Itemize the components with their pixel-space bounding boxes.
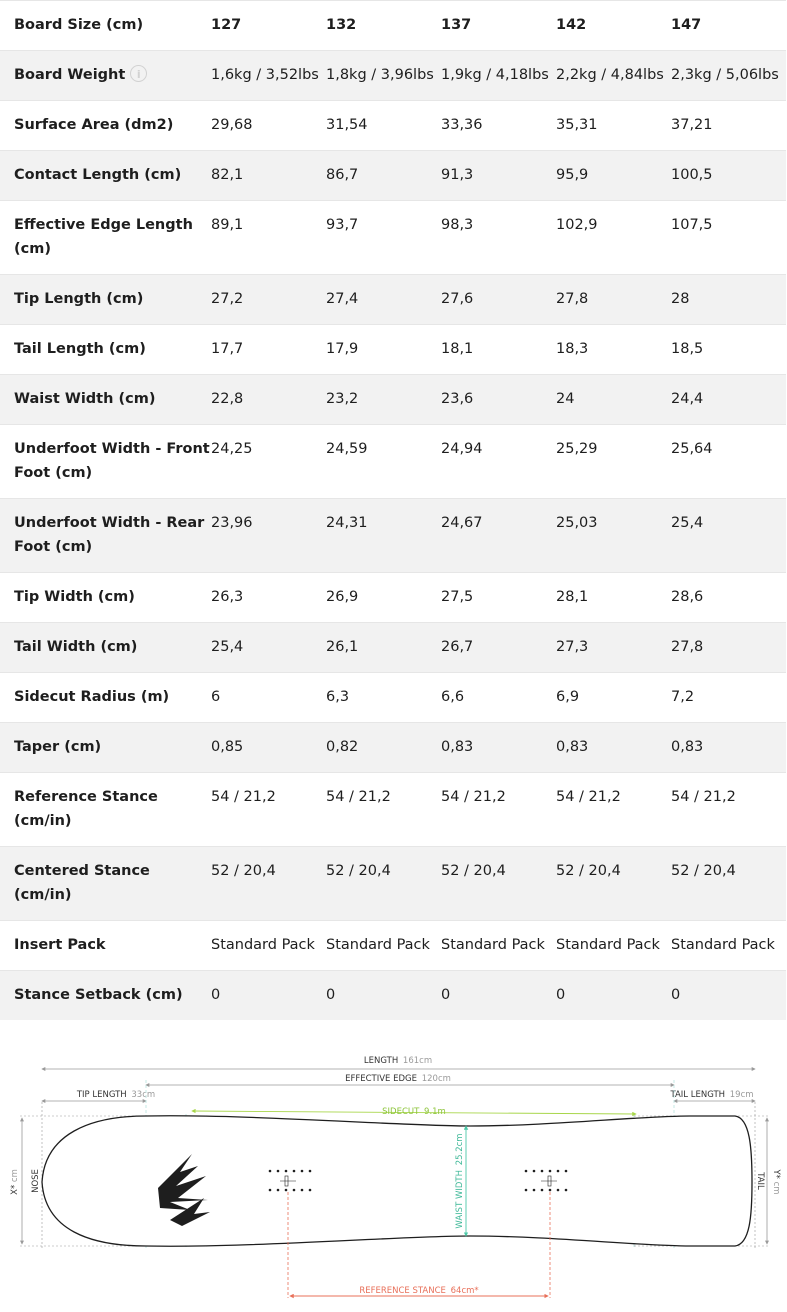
info-icon[interactable]: i [130, 65, 147, 82]
spec-row [0, 623, 786, 673]
spec-value: 24,31 [326, 499, 441, 573]
spec-value: Standard Pack [671, 921, 786, 971]
spec-label [0, 847, 211, 921]
length-dimension [42, 1056, 755, 1069]
spec-label-text: Board Weight [14, 67, 126, 83]
spec-value: 6,9 [556, 673, 671, 723]
spec-value: 28,1 [556, 573, 671, 623]
spec-row [0, 51, 786, 101]
spec-label-text: Tail Length (cm) [14, 341, 146, 357]
spec-value: 22,8 [211, 375, 326, 425]
spec-label-text: Reference Stance (cm/in) [14, 789, 158, 829]
size-132: 132 [326, 1, 441, 51]
size-142: 142 [556, 1, 671, 51]
spec-value: Standard Pack [556, 921, 671, 971]
size-147: 147 [671, 1, 786, 51]
spec-value: 0 [211, 971, 326, 1021]
spec-value: Standard Pack [326, 921, 441, 971]
spec-label [0, 623, 211, 673]
spec-value: 28 [671, 275, 786, 325]
spec-value: 86,7 [326, 151, 441, 201]
header-label: Board Size (cm) [0, 1, 211, 51]
size-127: 127 [211, 1, 326, 51]
spec-label-text: Sidecut Radius (m) [14, 689, 170, 705]
spec-value: 2,2kg / 4,84lbs [556, 51, 671, 101]
spec-row [0, 971, 786, 1021]
spec-value: 82,1 [211, 151, 326, 201]
spec-label [0, 101, 211, 151]
spec-value: 24,59 [326, 425, 441, 499]
spec-value: 27,4 [326, 275, 441, 325]
spec-label [0, 971, 211, 1021]
spec-value: 27,5 [441, 573, 556, 623]
spec-label [0, 723, 211, 773]
spec-value: 6,6 [441, 673, 556, 723]
spec-value: 25,64 [671, 425, 786, 499]
spec-label-text: Taper (cm) [14, 739, 102, 755]
spec-label [0, 275, 211, 325]
tip-length-label: TIP LENGTH [76, 1090, 127, 1100]
spec-row [0, 723, 786, 773]
spec-value: 17,7 [211, 325, 326, 375]
spec-value: 25,29 [556, 425, 671, 499]
spec-label [0, 151, 211, 201]
spec-value: Standard Pack [211, 921, 326, 971]
spec-label-text: Stance Setback (cm) [14, 987, 183, 1003]
spec-value: 33,36 [441, 101, 556, 151]
spec-label [0, 773, 211, 847]
tail-length-value: 19cm [729, 1090, 754, 1100]
board-outline [42, 1116, 752, 1246]
spec-value: 23,2 [326, 375, 441, 425]
spec-row [0, 201, 786, 275]
spec-value: 26,3 [211, 573, 326, 623]
spec-value: 54 / 21,2 [441, 773, 556, 847]
svg-text:WAIST WIDTH 25.2cm [455, 1133, 465, 1228]
spec-row [0, 499, 786, 573]
spec-value: 25,4 [671, 499, 786, 573]
spec-value: 100,5 [671, 151, 786, 201]
length-label: LENGTH [363, 1056, 399, 1066]
spec-value: 23,96 [211, 499, 326, 573]
spec-value: 24,4 [671, 375, 786, 425]
spec-value: 17,9 [326, 325, 441, 375]
spec-value: 6,3 [326, 673, 441, 723]
sidecut-label: SIDECUT [382, 1107, 420, 1117]
spec-label [0, 425, 211, 499]
spec-value: 0,83 [671, 723, 786, 773]
spec-label [0, 201, 211, 275]
y-dim-label: Y* [771, 1169, 781, 1179]
spec-label-text: Underfoot Width - Rear Foot (cm) [14, 515, 205, 555]
svg-text:Y* cm [771, 1168, 781, 1194]
spec-value: 54 / 21,2 [556, 773, 671, 847]
spec-row [0, 151, 786, 201]
tail-label: TAIL [755, 1172, 765, 1190]
spec-value: 0,83 [556, 723, 671, 773]
spec-value: 98,3 [441, 201, 556, 275]
spec-value: 27,6 [441, 275, 556, 325]
spec-value: 89,1 [211, 201, 326, 275]
spec-row [0, 101, 786, 151]
spec-row [0, 773, 786, 847]
spec-label-text: Surface Area (dm2) [14, 117, 174, 133]
spec-row [0, 847, 786, 921]
spec-value: 35,31 [556, 101, 671, 151]
spec-value: 18,5 [671, 325, 786, 375]
spec-label-text: Effective Edge Length (cm) [14, 217, 193, 257]
spec-value: 107,5 [671, 201, 786, 275]
spec-value: 26,7 [441, 623, 556, 673]
spec-value: 24,25 [211, 425, 326, 499]
tail-length-dimension [669, 1090, 755, 1101]
spec-value: 27,8 [671, 623, 786, 673]
spec-label [0, 921, 211, 971]
spec-value: 52 / 20,4 [671, 847, 786, 921]
spec-value: 95,9 [556, 151, 671, 201]
spec-label [0, 499, 211, 573]
spec-value: 0,85 [211, 723, 326, 773]
spec-value: 26,9 [326, 573, 441, 623]
waist-width-label: WAIST WIDTH [455, 1170, 465, 1229]
spec-value: 0 [441, 971, 556, 1021]
spec-label-text: Waist Width (cm) [14, 391, 156, 407]
spec-value: 1,8kg / 3,96lbs [326, 51, 441, 101]
spec-row [0, 673, 786, 723]
spec-value: 1,6kg / 3,52lbs [211, 51, 326, 101]
spec-value: 6 [211, 673, 326, 723]
sidecut-value: 9.1m [424, 1107, 446, 1117]
board-diagram [0, 1040, 787, 1312]
effective-edge-label: EFFECTIVE EDGE [345, 1074, 418, 1084]
spec-value: 24,67 [441, 499, 556, 573]
svg-text:TAIL LENGTH 19cm [669, 1090, 753, 1100]
spec-value: 91,3 [441, 151, 556, 201]
spec-value: 0 [556, 971, 671, 1021]
spec-value: 27,3 [556, 623, 671, 673]
spec-value: 2,3kg / 5,06lbs [671, 51, 786, 101]
spec-value: 0 [671, 971, 786, 1021]
spec-value: 18,3 [556, 325, 671, 375]
spec-label-text: Tail Width (cm) [14, 639, 138, 655]
svg-text:SIDECUT 9.1m [382, 1107, 446, 1117]
x-dim-label: X* [10, 1184, 20, 1195]
spec-value: 54 / 21,2 [326, 773, 441, 847]
spec-value: 54 / 21,2 [671, 773, 786, 847]
tip-length-value: 33cm [131, 1090, 156, 1100]
svg-text:EFFECTIVE EDGE 120cm [345, 1074, 451, 1084]
spec-value: 28,6 [671, 573, 786, 623]
svg-text:TIP LENGTH 33cm [76, 1090, 155, 1100]
size-137: 137 [441, 1, 556, 51]
spec-row [0, 425, 786, 499]
spec-row [0, 573, 786, 623]
spec-value: 27,8 [556, 275, 671, 325]
spec-value: 0,82 [326, 723, 441, 773]
spec-label [0, 325, 211, 375]
spec-value: 29,68 [211, 101, 326, 151]
spec-row [0, 325, 786, 375]
spec-value: 52 / 20,4 [326, 847, 441, 921]
svg-text:X* cm [10, 1169, 20, 1195]
spec-value: 27,2 [211, 275, 326, 325]
spec-value: 52 / 20,4 [556, 847, 671, 921]
spec-value: 54 / 21,2 [211, 773, 326, 847]
spec-label [0, 375, 211, 425]
spec-label [0, 51, 211, 101]
spec-value: 37,21 [671, 101, 786, 151]
spec-value: 52 / 20,4 [211, 847, 326, 921]
spec-value: 0 [326, 971, 441, 1021]
spec-value: 26,1 [326, 623, 441, 673]
waist-width-value: 25.2cm [455, 1133, 465, 1166]
spec-row [0, 375, 786, 425]
y-dim-unit: cm [771, 1181, 781, 1195]
spec-value: 24,94 [441, 425, 556, 499]
spec-label-text: Insert Pack [14, 937, 106, 953]
spec-value: 102,9 [556, 201, 671, 275]
spec-label-text: Underfoot Width - Front Foot (cm) [14, 441, 210, 481]
spec-value: 52 / 20,4 [441, 847, 556, 921]
spec-row [0, 921, 786, 971]
effective-edge-value: 120cm [421, 1074, 451, 1084]
spec-label [0, 573, 211, 623]
effective-edge-dimension [146, 1074, 674, 1085]
reference-stance-value: 64cm* [450, 1286, 479, 1296]
x-dim-unit: cm [10, 1169, 20, 1183]
spec-row [0, 275, 786, 325]
tip-length-dimension [42, 1090, 155, 1101]
spec-value: 93,7 [326, 201, 441, 275]
spec-value: 18,1 [441, 325, 556, 375]
spec-value: 0,83 [441, 723, 556, 773]
spec-value: 24 [556, 375, 671, 425]
spec-value: 7,2 [671, 673, 786, 723]
spec-label-text: Tip Width (cm) [14, 589, 135, 605]
tail-length-label: TAIL LENGTH [670, 1090, 726, 1100]
spec-label-text: Centered Stance (cm/in) [14, 863, 150, 903]
spec-value: 31,54 [326, 101, 441, 151]
spec-value: 25,03 [556, 499, 671, 573]
nose-label: NOSE [31, 1169, 41, 1193]
spec-value: 1,9kg / 4,18lbs [441, 51, 556, 101]
length-value: 161cm [402, 1056, 433, 1066]
spec-value: 23,6 [441, 375, 556, 425]
spec-label-text: Tip Length (cm) [14, 291, 144, 307]
spec-label-text: Contact Length (cm) [14, 167, 182, 183]
svg-text:REFERENCE STANCE 64cm* [359, 1286, 478, 1296]
reference-stance-label: REFERENCE STANCE [359, 1286, 446, 1296]
spec-value: Standard Pack [441, 921, 556, 971]
svg-text:LENGTH 161cm [364, 1056, 432, 1066]
header-row [0, 1, 786, 51]
spec-label [0, 673, 211, 723]
spec-value: 25,4 [211, 623, 326, 673]
